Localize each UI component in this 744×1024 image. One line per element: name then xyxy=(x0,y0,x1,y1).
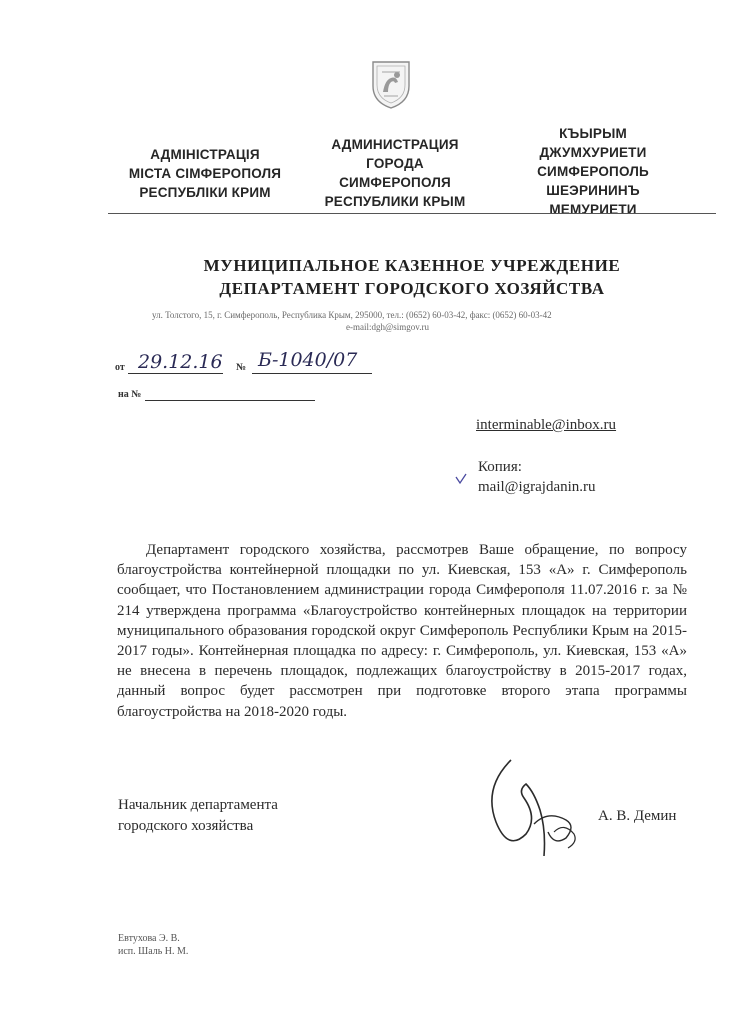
department-line-2: ДЕПАРТАМЕНТ ГОРОДСКОГО ХОЗЯЙСТВА xyxy=(219,279,605,298)
header-center xyxy=(300,135,490,211)
header-right-line: КЪЫРЫМ xyxy=(559,126,627,141)
header-left-line: РЕСПУБЛІКИ КРИМ xyxy=(139,185,271,200)
header-divider xyxy=(108,213,716,214)
signatory-name: А. В. Демин xyxy=(598,808,677,824)
recipient-email[interactable]: interminable@inbox.ru xyxy=(476,417,617,433)
signatory-title-line-2: городского хозяйства xyxy=(118,818,254,834)
header-right xyxy=(498,124,688,219)
header-center-line: СИМФЕРОПОЛЯ xyxy=(339,175,451,190)
reference-label: на № xyxy=(118,389,142,400)
signatory-title xyxy=(118,795,278,837)
letter-body xyxy=(117,540,687,722)
header-right-line: СИМФЕРОПОЛЬ xyxy=(537,164,649,179)
header-left-line: АДМІНІСТРАЦІЯ xyxy=(150,147,260,162)
header-right-line: ДЖУМХУРИЕТИ xyxy=(539,145,647,160)
checkmark-icon xyxy=(455,472,467,484)
header-center-line: РЕСПУБЛИКИ КРЫМ xyxy=(324,194,466,209)
header-left xyxy=(110,145,300,202)
department-email: e-mail:dgh@simgov.ru xyxy=(346,322,429,332)
number-underline xyxy=(252,373,372,374)
header-right-line: ШЕЭРИНИНЪ xyxy=(546,183,640,198)
registration-number: Б-1040/07 xyxy=(258,349,358,371)
signatory-title-line-1: Начальник департамента xyxy=(118,797,278,813)
header-center-line: АДМИНИСТРАЦИЯ xyxy=(331,137,459,152)
from-label: от xyxy=(115,362,125,373)
reference-underline xyxy=(145,400,315,401)
handwritten-signature xyxy=(478,752,598,864)
copy-email[interactable]: mail@igrajdanin.ru xyxy=(478,479,596,495)
department-line-1: МУНИЦИПАЛЬНОЕ КАЗЕННОЕ УЧРЕЖДЕНИЕ xyxy=(203,256,621,275)
header-right-line: МЕМУРИЕТИ xyxy=(549,202,637,217)
department-address: ул. Толстого, 15, г. Симферополь, Республика Крым, 295000, тел.: (0652) 60-03-42, факс: (0652) 60-03-42 xyxy=(152,310,552,320)
number-label: № xyxy=(236,362,247,373)
header-center-line: ГОРОДА xyxy=(366,156,424,171)
header-left-line: МІСТА СІМФЕРОПОЛЯ xyxy=(128,166,282,181)
body-paragraph: Департамент городского хозяйства, рассмотрев Ваше обращение, по вопросу благоустройства контейнерной площадки по ул. Киевская, 153 «А» г. Симферополь сообщает, что Постановлением администрации города Симферополя 11.07.2016 г. за № 214 утверждена программа «Благоустройство контейнерных площадок на территории муниципального образования городской округ Симферополь Республики Крым на 2015-2017 годы». Контейнерная площадка по адресу: г. Симферополь, ул. Киевская, 153 «А» не внесена в перечень площадок, подлежащих благоустройству в 2015-2017 годах, данный вопрос будет рассмотрен при подготовке второго этапа программы благоустройства на 2018-2020 годы. xyxy=(117,542,687,720)
executor-line-2: исп. Шаль Н. М. xyxy=(118,946,189,957)
executor-line-1: Евтухова Э. В. xyxy=(118,933,180,944)
date-underline xyxy=(128,373,223,374)
coat-of-arms-icon xyxy=(370,58,412,110)
registration-date: 29.12.16 xyxy=(138,351,223,373)
copy-label: Копия: xyxy=(478,459,522,475)
department-block xyxy=(110,256,714,299)
